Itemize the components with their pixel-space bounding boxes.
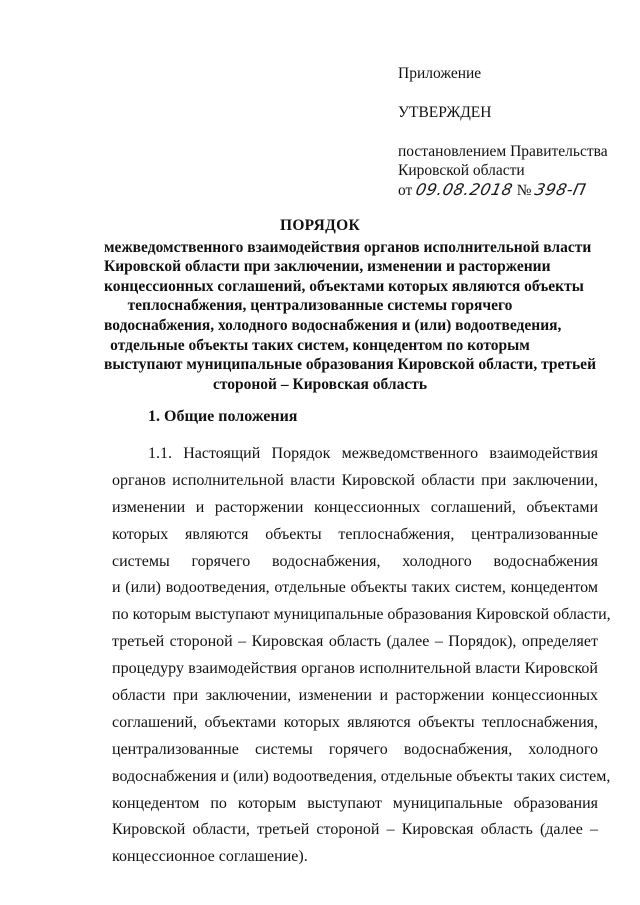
decree-line-1: постановлением Правительства [398,143,608,160]
paragraph-line: Кировской области, третьей стороной – Кировская область (далее – [112,821,598,839]
title-line: стороной – Кировская область [212,375,428,393]
paragraph-line: процедуру взаимодействия органов исполнительной власти Кировской [112,660,598,678]
paragraph-line: 1.1. Настоящий Порядок межведомственного взаимодействия [148,445,598,462]
title-line: отдельные объекты таких систем, концедентом по которым [110,336,530,354]
document-title-block [104,216,596,394]
decree-date-line [398,180,628,200]
decree-line-2: Кировской области [398,162,525,179]
paragraph-line: водоснабжения и (или) водоотведения, отдельные объекты таких систем, [112,767,611,785]
title-line: концессионных соглашений, объектами которых являются объекты [104,277,584,295]
paragraph-line: концедентом по которым выступают муниципальные образования [112,794,598,812]
title-line: межведомственного взаимодействия органов исполнительной власти [104,238,592,256]
section-heading: 1. Общие положения [148,408,298,425]
paragraph-line: третьей стороной – Кировская область (далее – Порядок), определяет [112,633,598,651]
paragraph-line: централизованные системы горячего водоснабжения, холодного [112,740,598,758]
handwritten-date: 09.08.2018 [414,180,515,199]
paragraph-line: системы горячего водоснабжения, холодного водоснабжения [112,552,598,570]
paragraph-line: которых являются объекты теплоснабжения, централизованные [112,525,598,543]
appendix-label: Приложение [398,65,482,82]
paragraph-line: соглашений, объектами которых являются объекты теплоснабжения, [112,713,598,731]
paragraph-line: органов исполнительной власти Кировской области при заключении, [112,471,598,489]
paragraph-line: и (или) водоотведения, отдельные объекты таких систем, концедентом [112,579,598,597]
title-line: теплоснабжения, централизованные системы горячего [127,297,513,315]
paragraph-line: изменении и расторжении концессионных соглашений, объектами [112,498,598,516]
approval-block [398,64,628,200]
handwritten-number: 398-П [533,180,589,199]
title-line: водоснабжения, холодного водоснабжения и (или) водоотведения, [104,316,562,334]
title-line: выступают муниципальные образования Кировской области, третьей [104,356,596,374]
paragraph-line: области при заключении, изменении и расторжении концессионных [112,687,598,705]
approved-label: УТВЕРЖДЕН [398,104,492,121]
number-sign: № [516,182,532,199]
title-line: Кировской области при заключении, изменении и расторжении [104,258,551,276]
date-prefix: от [398,182,413,199]
document-title: ПОРЯДОК [279,217,361,234]
paragraph-line: по которым выступают муниципальные образования Кировской области, [112,606,611,624]
paragraph-line: концессионное соглашение). [112,848,308,866]
paragraph-1-1 [112,441,611,871]
